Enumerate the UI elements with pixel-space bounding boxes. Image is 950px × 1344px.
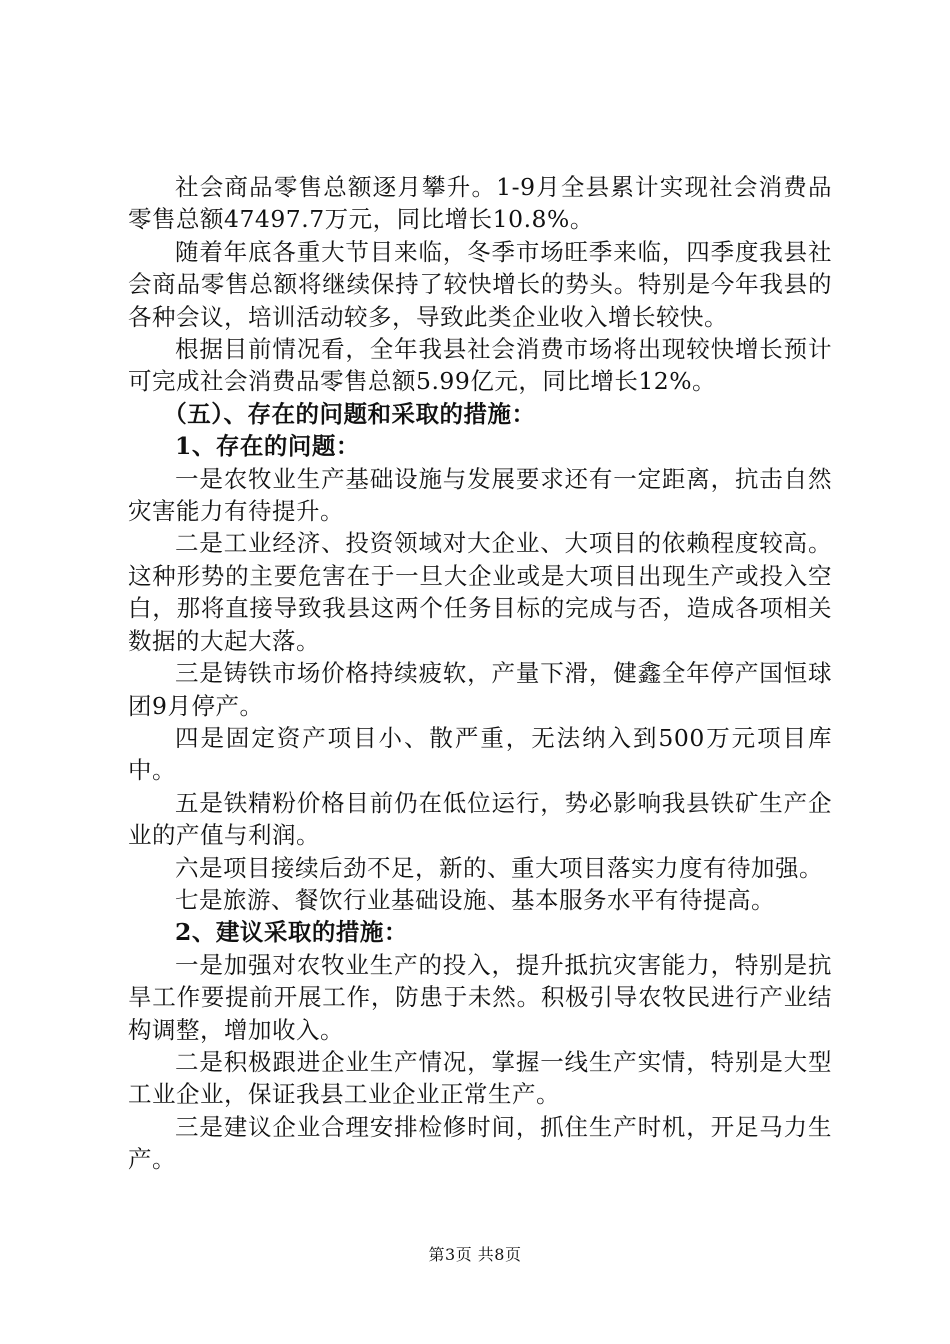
subheading-suggested-measures: 2、建议采取的措施： — [175, 918, 408, 947]
paragraph-q4-outlook: 随着年底各重大节目来临，冬季市场旺季来临，四季度我县社会商品零售总额将继续保持了较快增长的势头。特别是今年我县的各种会议，培训活动较多，导致此类企业收入增长较快。 — [128, 237, 832, 331]
section-heading-problems-measures: （五）、存在的问题和采取的措施： — [163, 399, 536, 428]
problem-item-6: 六是项目接续后劲不足，新的、重大项目落实力度有待加强。 — [175, 853, 823, 882]
paragraph-annual-forecast: 根据目前情况看，全年我县社会消费市场将出现较快增长预计可完成社会消费品零售总额5.99亿元，同比增长12%。 — [128, 335, 832, 396]
problem-item-7: 七是旅游、餐饮行业基础设施、基本服务水平有待提高。 — [175, 885, 775, 914]
paragraph-retail-growth: 社会商品零售总额逐月攀升。1-9月全县累计实现社会消费品零售总额47497.7万元，同比增长10.8%。 — [128, 173, 832, 234]
measure-item-2: 二是积极跟进企业生产情况，掌握一线生产实情，特别是大型工业企业，保证我县工业企业正常生产。 — [128, 1047, 832, 1109]
page-footer — [0, 1245, 950, 1265]
problem-item-4: 四是固定资产项目小、散严重，无法纳入到500万元项目库中。 — [128, 723, 832, 785]
problem-item-5: 五是铁精粉价格目前仍在低位运行，势必影响我县铁矿生产企业的产值与利润。 — [128, 788, 832, 850]
page-number-label: 第3页 共8页 — [428, 1245, 522, 1264]
problem-item-3: 三是铸铁市场价格持续疲软，产量下滑，健鑫全年停产国恒球团9月停产。 — [128, 659, 832, 720]
problem-item-1: 一是农牧业生产基础设施与发展要求还有一定距离，抗击自然灾害能力有待提升。 — [128, 464, 832, 526]
document-body — [128, 171, 832, 1176]
measure-item-1: 一是加强对农牧业生产的投入，提升抵抗灾害能力，特别是抗旱工作要提前开展工作，防患于未然。积极引导农牧民进行产业结构调整，增加收入。 — [128, 950, 832, 1044]
subheading-existing-problems: 1、存在的问题： — [175, 432, 360, 461]
problem-item-2: 二是工业经济、投资领域对大企业、大项目的依赖程度较高。这种形势的主要危害在于一旦大企业或是大项目出现生产或投入空白，那将直接导致我县这两个任务目标的完成与否，造成各项相关数据的大起大落。 — [128, 529, 832, 655]
measure-item-3: 三是建议企业合理安排检修时间，抓住生产时机，开足马力生产。 — [128, 1112, 832, 1174]
